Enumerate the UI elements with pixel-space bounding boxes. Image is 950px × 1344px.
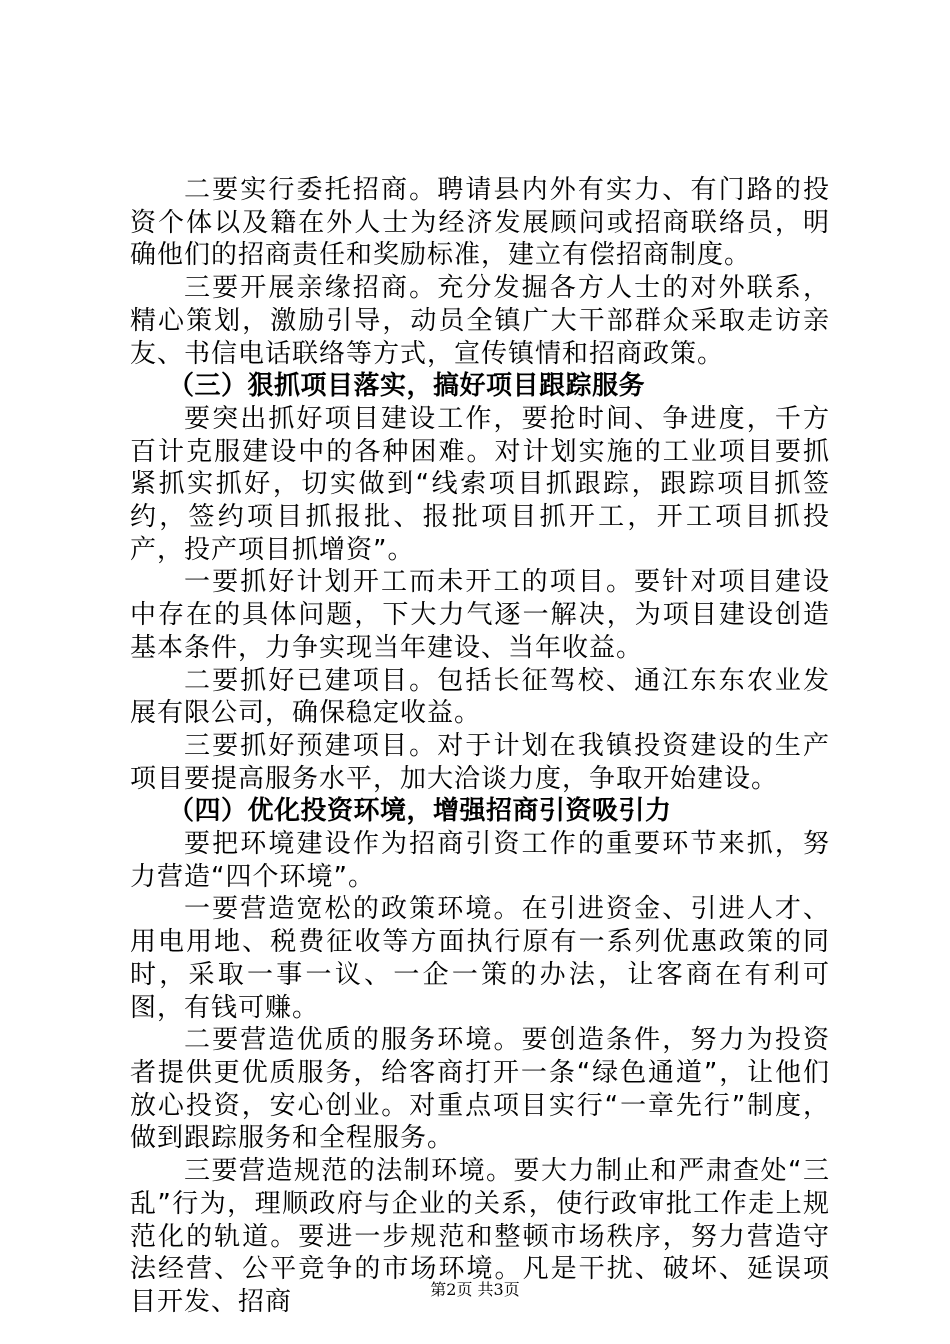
- paragraph-kinship-investment: 三要开展亲缘招商。充分发掘各方人士的对外联系，精心策划，激励引导，动员全镇广大干部群众采取走访亲友、书信电话联络等方式，宣传镇情和招商政策。: [130, 273, 830, 369]
- paragraph-planned-projects: 三要抓好预建项目。对于计划在我镇投资建设的生产项目要提高服务水平，加大洽谈力度，争取开始建设。: [130, 730, 830, 794]
- paragraph-project-construction: 要突出抓好项目建设工作，要抢时间、争进度，千方百计克服建设中的各种困难。对计划实施的工业项目要抓紧抓实抓好，切实做到“线索项目抓跟踪，跟踪项目抓签约，签约项目抓报批、报批项目抓开工，开工项目抓投产，投产项目抓增资”。: [130, 403, 830, 565]
- paragraph-policy-environment: 一要营造宽松的政策环境。在引进资金、引进人才、用电用地、税费征收等方面执行原有一系列优惠政策的同时，采取一事一议、一企一策的办法，让客商在有利可图，有钱可赚。: [130, 894, 830, 1023]
- document-body: [130, 174, 830, 1319]
- section-heading-4: （四）优化投资环境，增强招商引资吸引力: [168, 796, 672, 827]
- paragraph-service-environment: 二要营造优质的服务环境。要创造条件，努力为投资者提供更优质服务，给客商打开一条“绿色通道”，让他们放心投资，安心创业。对重点项目实行“一章先行”制度，做到跟踪服务和全程服务。: [130, 1025, 830, 1154]
- paragraph-built-projects: 二要抓好已建项目。包括长征驾校、通江东东农业发展有限公司，确保稳定收益。: [130, 665, 830, 729]
- section-heading-3: （三）狠抓项目落实，搞好项目跟踪服务: [168, 371, 646, 402]
- paragraph-legal-environment: 三要营造规范的法制环境。要大力制止和严肃查处“三乱”行为，理顺政府与企业的关系，使行政审批工作走上规范化的轨道。要进一步规范和整顿市场秩序，努力营造守法经营、公平竞争的市场环境。凡是干扰、破坏、延误项目开发、招商: [130, 1156, 830, 1317]
- paragraph-environment-building: 要把环境建设作为招商引资工作的重要环节来抓，努力营造“四个环境”。: [130, 829, 830, 892]
- page-number-footer: 第2页 共3页: [430, 1280, 520, 1299]
- paragraph-unstarted-projects: 一要抓好计划开工而未开工的项目。要针对项目建设中存在的具体问题，下大力气逐一解决，为项目建设创造基本条件，力争实现当年建设、当年收益。: [130, 567, 830, 663]
- paragraph-entrusted-investment: 二要实行委托招商。聘请县内外有实力、有门路的投资个体以及籍在外人士为经济发展顾问或招商联络员，明确他们的招商责任和奖励标准，建立有偿招商制度。: [130, 175, 830, 271]
